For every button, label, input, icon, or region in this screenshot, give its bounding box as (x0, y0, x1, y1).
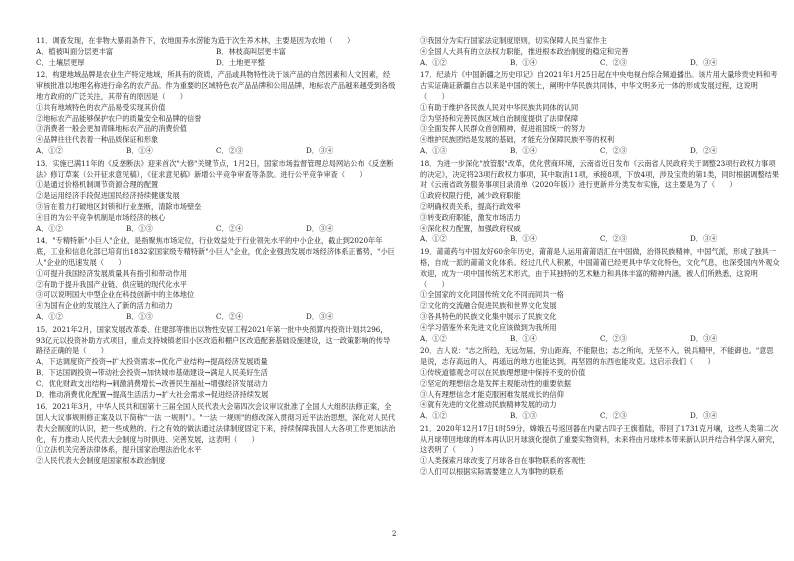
question (36, 236, 396, 322)
statement-line: D．推动消费优化配置→提高生活活力→扩大社会需求→促进经济持续发展 (36, 389, 269, 399)
question-stem: 12．构建地域品牌是农业生产特定地域，所具有的资质，产品或具物特性决于该产品的自然因素和人文因素，经审核批准以地理名称进行命名的农产品。作为重要的区域特色农产品品牌和公用品牌，地标农产品越来越受到各级地方政府的广泛关注，其带有的原因是（ ） (36, 70, 396, 101)
question-stem: 11．调查发现，在非物大暴雨条件下，农地面养水涝能为造于次生养木林，主要是因为农地（ ） (36, 36, 355, 45)
answer-option: D．③④ (306, 311, 334, 321)
statement-line: ①政府权限行使，减少政府职能 (420, 191, 521, 201)
question-stem: 16．2021年3月，中华人民共和国第十三届全国人民代表大会第四次会议审议批准了全国人大组织法修正案，全国人大议事规则修正案及以下简称"一法 一规则"）。"一法 一规则"的修改深入贯彻习近平法治思想，深化对人民代表大会制度的认识，把一些成熟的、行之有效的做法通过法律制度固定下来，持续保障我国人大各项工作更加法治化，有力推动人民代表大会制度与时俱进、完善发展，这表明（ ） (36, 402, 396, 444)
answer-option: D．③④ (690, 333, 718, 343)
answer-option: D．③④ (306, 223, 334, 233)
statement-line: ①有助于维护各民族人民对中华民族共同体的认同 (420, 102, 579, 112)
question (36, 159, 396, 235)
question (36, 36, 396, 68)
answer-option: B．林枝高叫层更丰富 (216, 46, 286, 56)
statement-line: ④维护民族团结是发展的基础，才能充分保障民族平等的权利 (420, 135, 615, 145)
answer-options (36, 47, 396, 69)
statement-line: ③全面发挥人民群众首创精神，促进祖国统一的努力 (420, 124, 586, 134)
answer-options (36, 146, 396, 157)
statement-line: ②明确权责关系，提高行政效率 (420, 201, 521, 211)
question-stem: 15．2021年2月，国家发展改革委、住建部等推出以物性安居工程2021年第一批中央预算内投资计划共296，93亿元以投资补助方式项目，重点支持城镇老旧小区改造和棚户区改造配套基础设施建设，这一政策影响的传导路径正确的是（ ） (36, 324, 391, 356)
answer-option: C．②③ (600, 57, 628, 67)
statement-line: ①共有地域特色的农产品易受实现其价值 (36, 102, 166, 112)
question-stem: 13．实施已满11年的《反垄断法》迎来首次"大修"关键节点，1月2日，国家市场监督管理总局网站公布《反垄断法》修订草案（公开征求意见稿），《征求意见稿》新增公平竞争审查等条款。进行公平竞争审查（ ） (36, 158, 394, 179)
statement-line: ④为国有企业的发展注入了新的活力和动力 (36, 301, 173, 311)
answer-option: C．②③ (600, 333, 628, 343)
left-column (36, 36, 396, 469)
statement-line: ①全国家的文化同国传统文化不同而同共一格 (420, 290, 564, 300)
answer-option: B．①③ (126, 311, 153, 321)
question (420, 36, 780, 68)
answer-option: D．③④ (690, 57, 718, 67)
answer-option: C．②④ (216, 311, 244, 321)
statement-line: ③旨在着力打破地区封锁和行业垄断，清除市场壁垒 (36, 201, 202, 211)
answer-options (36, 224, 396, 235)
answer-option: C．②④ (216, 223, 244, 233)
question (420, 159, 780, 245)
answer-option: A．①② (420, 333, 447, 343)
answer-option: D．③④ (690, 234, 718, 244)
statement-line: A．下达调度资产投资→扩大投资需求→优化产业结构→提高经济发展质量 (36, 357, 268, 367)
answer-option: A．①② (36, 145, 63, 155)
question (420, 424, 780, 478)
question (36, 402, 396, 467)
statement-line: ③转变政府职能，激发市场活力 (420, 212, 521, 222)
question (36, 325, 396, 401)
statement-line: ④深化权力配置，加强政府权威 (420, 223, 521, 233)
statement-line: ①是通过价格机制调节资源合理的配置 (36, 180, 159, 190)
statement-line: ③各具特色的民族文化集中展示了民族文化 (420, 311, 557, 321)
answer-options (420, 334, 780, 345)
answer-option: D．土地更平整 (216, 57, 265, 67)
answer-option: D．②④ (690, 145, 718, 155)
question-stem: 17．纪录片《中国新疆之历史印记》自2021年1月25日起在中央电视台综合频道播出。该片用大量珍贵史料和考古实证确证新疆自古以来是中国的领土，阐明中华民族共同体，中华文明多元一体的形成发展过程，这说明（ ） (420, 70, 778, 101)
answer-option: A．①② (420, 234, 447, 244)
statement-line: ②为坚持和完善民族区域自治制度提供了法律保障 (420, 113, 579, 123)
statement-line: ③消费者一般会更加青睐地标农产品的消费价值 (36, 124, 187, 134)
statement-line: ②人民代表大会制度是国家根本政治制度 (36, 456, 166, 466)
statement-line: ②坚定的理想信念是发挥主观能动性的重要依据 (420, 378, 571, 388)
answer-option: B．①④ (126, 145, 153, 155)
statement-line: ②地标农产品能够保护农户的质量安全和品牌的信誉 (36, 113, 202, 123)
question-stem: 19．莆莆药与中国友好60余年历史，莆莆是人运用莆莆语汇在中国做，治得民族精神，中国气派，形成了独具一格，自成一派的莆莆文化体系。经过几代人积累，中国莆莆已经更具中华文化特色，文化气息，也深受国内外观众欢迎，成为一项中国传统艺术形式，由于其独特的艺术魅力和具体丰富的精神内涵，被人们所熟悉，这说明（ ） (420, 247, 780, 289)
answer-option: C．②③ (600, 234, 628, 244)
right-column (420, 36, 780, 480)
statement-line: ③我国分为实行国家法定制度原则，切实保障人民当家作主 (420, 36, 607, 45)
answer-option: B．①④ (510, 145, 537, 155)
answer-option: A．①② (36, 223, 63, 233)
answer-option: A．①② (36, 311, 63, 321)
statement-line: ④学习借鉴外来先进文化应该做到为我所用 (420, 322, 557, 332)
answer-options (420, 146, 780, 157)
answer-option: B．①④ (510, 333, 537, 343)
answer-options (36, 312, 396, 323)
statement-line: ①立法机关完善法律体系，提升国家治理法治化水平 (36, 445, 202, 455)
answer-option: C．②③ (600, 411, 628, 421)
answer-option: C．土壤层更厚 (36, 57, 85, 67)
statement-line: ①人类探索月球改变了月球各自在事物联系的客观性 (420, 456, 586, 466)
statement-line: C．优化财政支出结构→刺激消费增长→改善民生福祉→增强经济发展动力 (36, 378, 269, 388)
statement-line: ②有助于提升我国产业链、供应链的现代化水平 (36, 279, 187, 289)
answer-option: D．③④ (306, 145, 334, 155)
statement-line: ③人有理想信念才能克服困难发展成长的信仰 (420, 389, 564, 399)
answer-option: B．①④ (510, 57, 537, 67)
question-stem: 21．2020年12月17日1时59分，嫦娥五号返回器在内蒙古四子王旗着陆，带回了1731克月壤，这些人类第二次从月球带回地球的样本再认识月球演化提供了重要实物资料，未来将由月球样本带来新认识并结合科学深入研究，这表明了（ ） (420, 423, 780, 455)
question (420, 346, 780, 422)
statement-line: ①可提升我国经济发展质量具有指引和带动作用 (36, 268, 187, 278)
answer-option: B．①③ (510, 411, 537, 421)
answer-option: D．③④ (690, 411, 718, 421)
statement-line: B．下达国调投资→带动社会投资→加快城市基础建设→满足人民美好生活 (36, 367, 268, 377)
question (420, 70, 780, 156)
answer-option: A．①③ (420, 145, 447, 155)
statement-line: ②是运用经济手段促进国民经济持续健康发展 (36, 191, 180, 201)
question-stem: 20．古人说："志之所趋，无远勿届，穷山距海，不能限也；志之所向，无坚不入，锐兵精甲，不能御也。"意思是说，志存高远的人，再遥远的地方也能达到，再坚固的东西也能攻克。这启示我们（ ） (420, 346, 774, 367)
answer-option: A．①② (420, 57, 447, 67)
statement-line: ④全国人大具有的立法权力职能，推进根本政治制度的稳定和完善 (420, 46, 629, 56)
answer-options (420, 58, 780, 69)
answer-option: C．②③ (600, 145, 628, 155)
statement-line: ②文化的交流融合促进民族和世界文化发展 (420, 301, 557, 311)
answer-option: B．①③ (126, 223, 153, 233)
question-stem: 14．"专精特新"小巨人"企业，是指聚焦市场定位，行业效益处于行业领先水平的中小企业，截止到2020年年底，工业和信息化部已培育出1832家国家级专精特新"小巨人"企业，优企业强劲发展市场经济体系正蓄势，"小巨人"企业的迅速发展（ ） (36, 236, 395, 267)
statement-line: ③可以说明国大中型企业在科技创新中的主体地位 (36, 290, 195, 300)
answer-option: C．②③ (216, 145, 244, 155)
answer-option: B．①④ (510, 234, 537, 244)
statement-line: ②人们可以根据实际需要建立人为事物的联系 (420, 467, 564, 477)
statement-line: ④就有先进的文化推动民族精神发展的动力 (420, 400, 557, 410)
answer-options (420, 411, 780, 422)
question (36, 70, 396, 156)
statement-line: ④目的为公平竞争机制是市场经济的核心 (36, 212, 166, 222)
statement-line: ④品牌往往代表着一种品质保证和形象 (36, 135, 159, 145)
answer-option: A．植被叫面分层更丰富 (36, 46, 114, 56)
statement-line: ①传统道德观念可以在民族理想建中保持不变的价值 (420, 367, 586, 377)
answer-options (420, 234, 780, 245)
question-stem: 18．为进一步深化"放管服"改革，优化营商环境，云南省近日发布《云南省人民政府关于调整23项行政权力事项的决定》，决定将23项行政权力事项，其中取消11项，承接8项，下放4项，涉及宝贵的第1类，同时根据调整结果对《云南省政务服务事项目录清单（2020年版）》进行更新并分类发布实施，这主要是为了（ ） (420, 158, 780, 190)
page-number: 2 (392, 530, 397, 538)
answer-option: A．①② (420, 411, 447, 421)
question (420, 247, 780, 344)
